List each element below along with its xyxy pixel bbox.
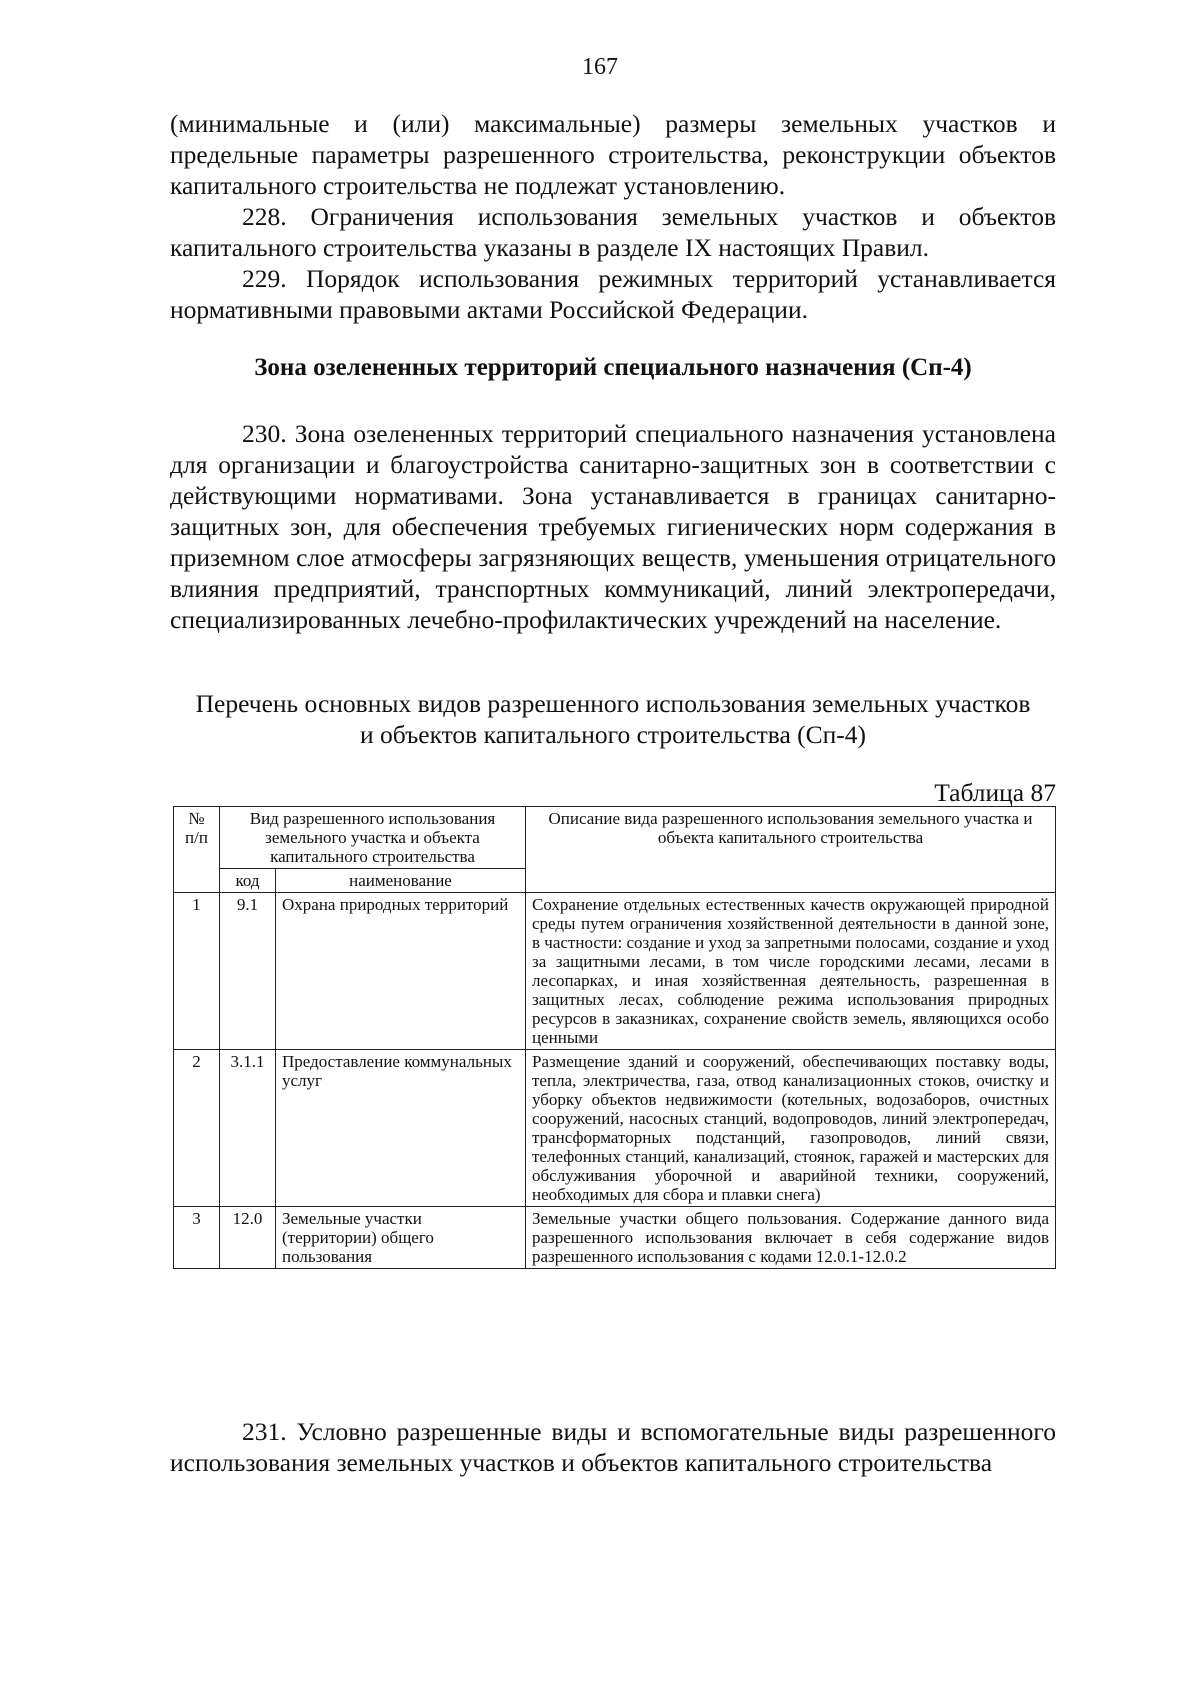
paragraph-230: 230. Зона озелененных территорий специального назначения установлена для организации и благоустройства санитарно-защитных зон в соответствии с действующими нормативами. Зона устанавливается в границах санитарно-защитных зон, для обеспечения требуемых гигиенических норм содержания в приземном слое атмосферы загрязняющих веществ, уменьшения отрицательного влияния предприятий, транспортных коммуникаций, линий электропередачи, специализированных лечебно-профилактических учреждений на население. xyxy=(170,419,1056,634)
row-name: Земельные участки (территории) общего пользования xyxy=(276,1207,526,1269)
header-name: наименование xyxy=(276,869,526,893)
zone-heading: Зона озелененных территорий специального назначения (Сп-4) xyxy=(254,354,972,381)
header-code: код xyxy=(220,869,276,893)
row-num: 2 xyxy=(174,1050,220,1207)
text-block-231 xyxy=(170,1416,1056,1478)
text-block-230 xyxy=(170,418,1056,635)
row-name: Предоставление коммунальных услуг xyxy=(276,1050,526,1207)
row-num: 3 xyxy=(174,1207,220,1269)
row-desc: Размещение зданий и сооружений, обеспечивающих поставку воды, тепла, электричества, газа, отвод канализационных стоков, очистку и уборку объектов недвижимости (котельных, водозаборов, очистных сооружений, насосных станций, водопроводов, линий электропередач, трансформаторных подстанций, газопроводов, линий связи, телефонных станций, канализаций, стоянок, гаражей и мастерских для обслуживания уборочной и аварийной техники, сооружений, необходимых для сбора и плавки снега) xyxy=(526,1050,1056,1207)
header-desc: Описание вида разрешенного использования земельного участка и объекта капитального строительства xyxy=(526,807,1056,893)
paragraph-231: 231. Условно разрешенные виды и вспомогательные виды разрешенного использования земельных участков и объектов капитального строительства xyxy=(170,1417,1056,1477)
table-row xyxy=(174,1207,1056,1269)
paragraph-continuation: (минимальные и (или) максимальные) размеры земельных участков и предельные параметры разрешенного строительства, реконструкции объектов капитального строительства не подлежат установлению. xyxy=(170,109,1056,200)
list-title xyxy=(170,688,1056,750)
row-code: 12.0 xyxy=(220,1207,276,1269)
table-label: Таблица 87 xyxy=(934,778,1056,807)
text-block-top xyxy=(170,108,1056,325)
list-title-line-1: Перечень основных видов разрешенного использования земельных участков xyxy=(195,689,1031,718)
header-num: № п/п xyxy=(174,807,220,893)
row-desc: Земельные участки общего пользования. Содержание данного вида разрешенного использования включает в себя содержание видов разрешенного использования с кодами 12.0.1-12.0.2 xyxy=(526,1207,1056,1269)
row-desc: Сохранение отдельных естественных качеств окружающей природной среды путем ограничения хозяйственной деятельности в данной зоне, в частности: создание и уход за запретными полосами, создание и уход за защитными лесами, в том числе городскими лесами, лесами в лесопарках, и иная хозяйственная деятельность, разрешенная в защитных лесах, соблюдение режима использования природных ресурсов в заказниках, сохранение свойств земель, являющихся особо ценными xyxy=(526,893,1056,1050)
row-code: 3.1.1 xyxy=(220,1050,276,1207)
table-header-row xyxy=(174,807,1056,869)
table-row xyxy=(174,893,1056,1050)
table-row xyxy=(174,1050,1056,1207)
paragraph-229: 229. Порядок использования режимных территорий устанавливается нормативными правовыми актами Российской Федерации. xyxy=(170,264,1056,324)
permitted-use-table xyxy=(173,806,1056,1269)
paragraph-228: 228. Ограничения использования земельных участков и объектов капитального строительства указаны в разделе IX настоящих Правил. xyxy=(170,202,1056,262)
page-number: 167 xyxy=(582,54,618,80)
header-type: Вид разрешенного использования земельного участка и объекта капитального строительства xyxy=(220,807,526,869)
row-code: 9.1 xyxy=(220,893,276,1050)
row-name: Охрана природных территорий xyxy=(276,893,526,1050)
row-num: 1 xyxy=(174,893,220,1050)
list-title-line-2: и объектов капитального строительства (Сп-4) xyxy=(359,720,867,749)
